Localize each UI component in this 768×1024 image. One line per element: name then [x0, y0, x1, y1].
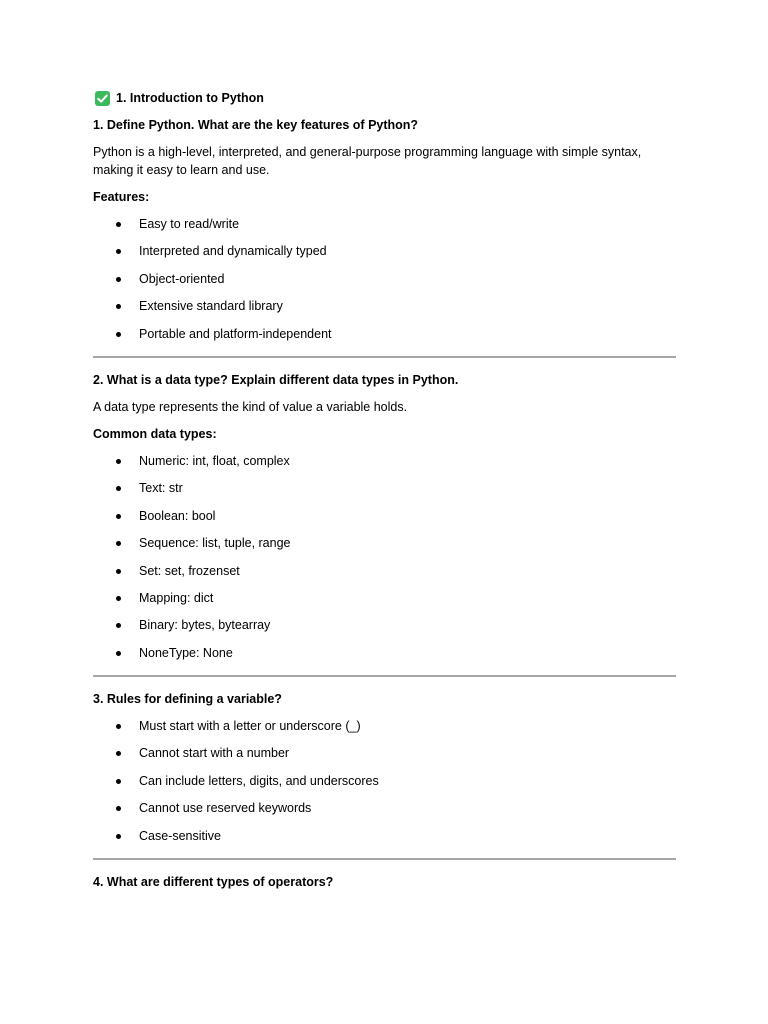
bullet-icon	[116, 304, 121, 309]
data-types-label: Common data types:	[93, 426, 217, 441]
list-item: Boolean: bool	[93, 507, 676, 534]
list-item: Numeric: int, float, complex	[93, 452, 676, 479]
bullet-icon	[116, 779, 121, 784]
question-4: 4. What are different types of operators?	[93, 875, 334, 890]
bullet-icon	[116, 222, 121, 227]
bullet-icon	[116, 596, 121, 601]
bullet-icon	[116, 514, 121, 519]
variable-rules-list	[93, 717, 676, 854]
check-mark-icon	[95, 91, 110, 106]
bullet-icon	[116, 541, 121, 546]
answer-2: A data type represents the kind of value a variable holds.	[93, 399, 408, 414]
bullet-icon	[116, 486, 121, 491]
list-item: Cannot use reserved keywords	[93, 799, 676, 826]
list-item: Cannot start with a number	[93, 744, 676, 771]
bullet-icon	[116, 834, 121, 839]
bullet-icon	[116, 651, 121, 656]
features-label: Features:	[93, 190, 150, 204]
list-item: Mapping: dict	[93, 589, 676, 616]
list-item: NoneType: None	[93, 644, 676, 671]
list-item: Extensive standard library	[93, 297, 676, 324]
section-title: 1. Introduction to Python	[116, 91, 264, 105]
list-item: Text: str	[93, 479, 676, 506]
bullet-icon	[116, 724, 121, 729]
features-list	[93, 215, 676, 352]
list-item: Case-sensitive	[93, 827, 676, 854]
question-2: 2. What is a data type? Explain different data types in Python.	[93, 372, 459, 387]
list-item: Binary: bytes, bytearray	[93, 616, 676, 643]
question-3: 3. Rules for defining a variable?	[93, 692, 282, 707]
bullet-icon	[116, 623, 121, 628]
list-item: Set: set, frozenset	[93, 562, 676, 589]
bullet-icon	[116, 751, 121, 756]
answer-1: Python is a high-level, interpreted, and general-purpose programming language with simple syntax, making it easy to learn and use.	[93, 145, 642, 177]
bullet-icon	[116, 332, 121, 337]
list-item: Must start with a letter or underscore (_)	[93, 717, 676, 744]
list-item: Interpreted and dynamically typed	[93, 242, 676, 269]
list-item: Object-oriented	[93, 270, 676, 297]
document-page	[93, 88, 676, 891]
section-heading	[93, 88, 676, 108]
list-item: Portable and platform-independent	[93, 325, 676, 352]
bullet-icon	[116, 569, 121, 574]
list-item: Sequence: list, tuple, range	[93, 534, 676, 561]
bullet-icon	[116, 277, 121, 282]
question-1: 1. Define Python. What are the key features of Python?	[93, 118, 419, 132]
bullet-icon	[116, 249, 121, 254]
bullet-icon	[116, 806, 121, 811]
data-types-list	[93, 452, 676, 671]
list-item: Can include letters, digits, and underscores	[93, 772, 676, 799]
bullet-icon	[116, 459, 121, 464]
list-item: Easy to read/write	[93, 215, 676, 242]
